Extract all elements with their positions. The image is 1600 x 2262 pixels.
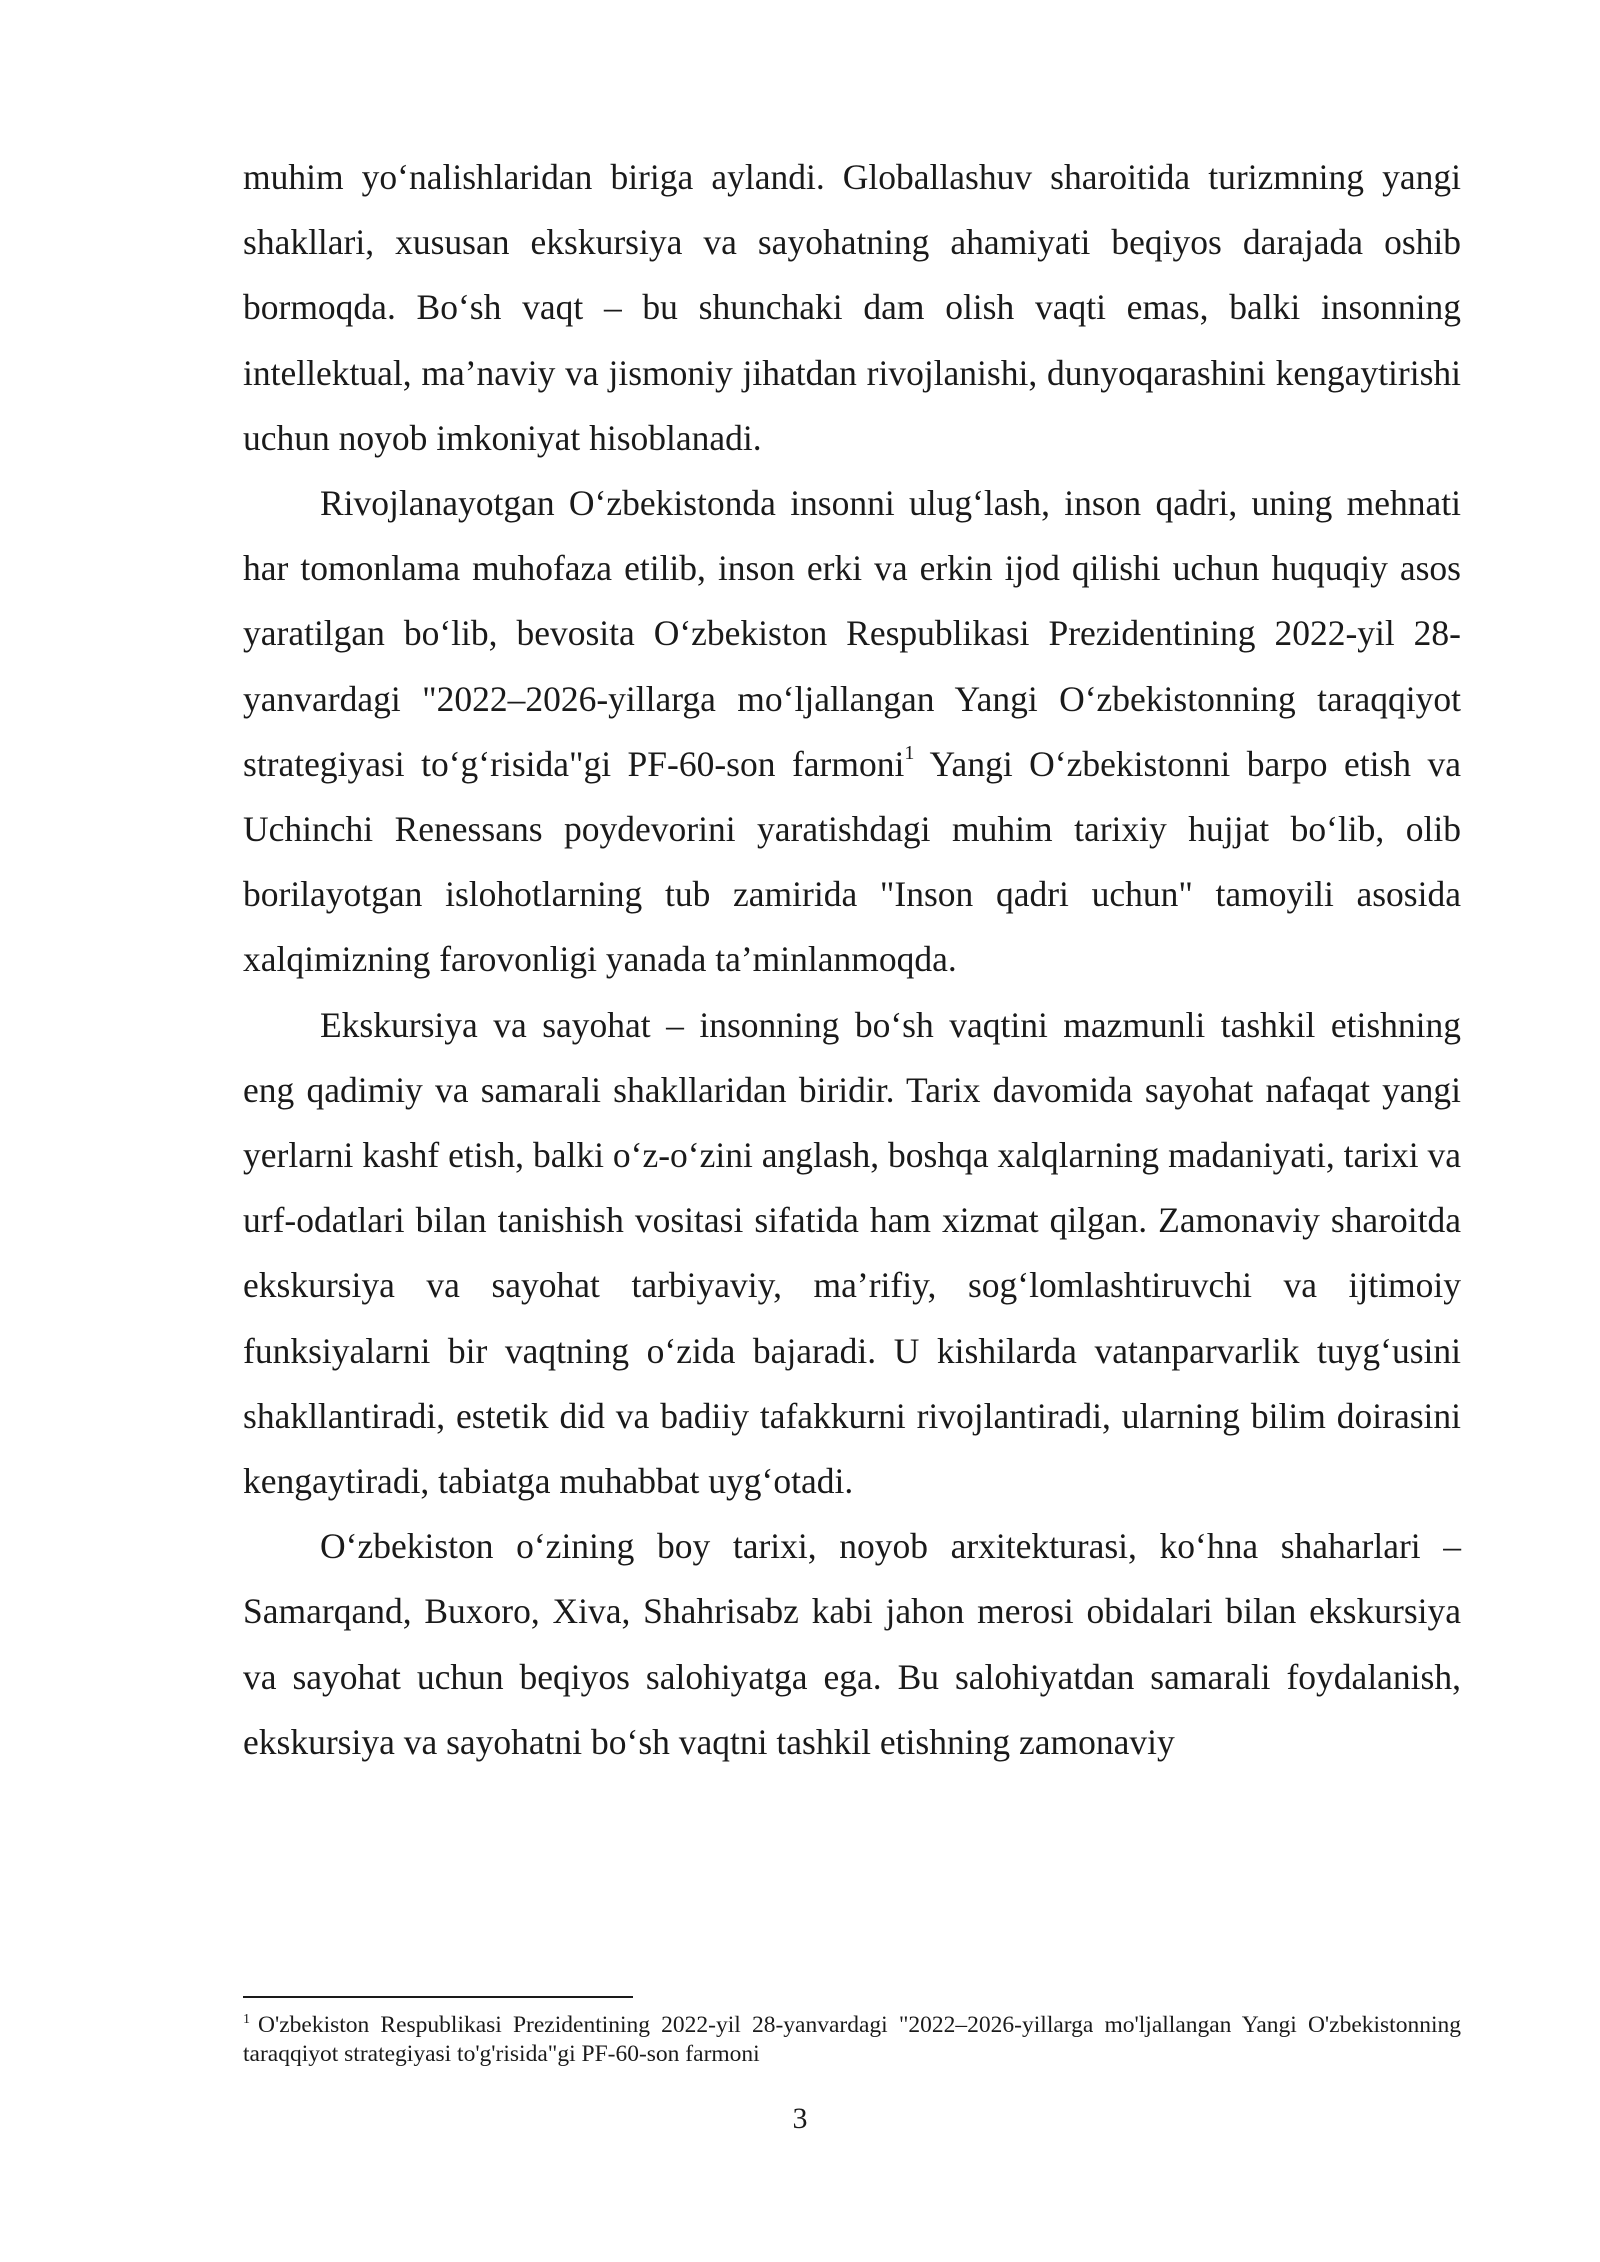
footnote-marker: 1 — [243, 2012, 250, 2028]
page-number: 3 — [792, 2102, 808, 2135]
paragraph-4: O‘zbekiston o‘zining boy tarixi, noyob arxitekturasi, ko‘hna shaharlari – Samarqand, Buxoro, Xiva, Shahrisabz kabi jahon merosi obidalari bilan ekskursiya va sayohat uchun beqiyos salohiyatga ega. Bu salohiyatdan samarali foydalanish, ekskursiya va sayohatni bo‘sh vaqtni tashkil etishning zamonaviy — [243, 1526, 1461, 1762]
footnote — [243, 2011, 1461, 2069]
paragraph-2 — [243, 471, 1461, 993]
body-text — [243, 145, 1461, 1775]
paragraph-3: Ekskursiya va sayohat – insonning bo‘sh vaqtini mazmunli tashkil etishning eng qadimiy va samarali shakllaridan biridir. Tarix davomida sayohat nafaqat yangi yerlarni kashf etish, balki o‘z-o‘zini anglash, boshqa xalqlarning madaniyati, tarixi va urf-odatlari bilan tanishish vositasi sifatida ham xizmat qilgan. Zamonaviy sharoitda ekskursiya va sayohat tarbiyaviy, ma’rifiy, sog‘lomlashtiruvchi va ijtimoiy funksiyalarni bir vaqtning o‘zida bajaradi. U kishilarda vatanparvarlik tuyg‘usini shakllantiradi, estetik did va badiiy tafakkurni rivojlantiradi, ularning bilim doirasini kengaytiradi, tabiatga muhabbat uyg‘otadi. — [243, 1004, 1461, 1502]
paragraph-2-text-before-ref: Rivojlanayotgan O‘zbekistonda insonni ulug‘lash, inson qadri, uning mehnati har tomonlama muhofaza etilib, inson erki va erkin ijod qilishi uchun huquqiy asos yaratilgan bo‘lib, bevosita O‘zbekiston Respublikasi Prezidentining 2022-yil 28-yanvardagi "2022–2026-yillarga mo‘ljallangan Yangi O‘zbekistonning taraqqiyot strategiyasi to‘g‘risida"gi PF-60-son farmoni — [243, 483, 1461, 784]
paragraph-2-text-after-ref: Yangi O‘zbekistonni barpo etish va Uchinchi Renessans poydevorini yaratishdagi muhim tarixiy hujjat bo‘lib, olib borilayotgan islohotlarning tub zamirida "Inson qadri uchun" tamoyili asosida xalqimizning farovonligi yanada ta’minlanmoqda. — [243, 743, 1461, 980]
footnote-reference[interactable]: 1 — [904, 742, 915, 764]
paragraph-1: muhim yo‘nalishlaridan biriga aylandi. Globallashuv sharoitida turizmning yangi shakllari, xususan ekskursiya va sayohatning ahamiyati beqiyos darajada oshib bormoqda. Bo‘sh vaqt – bu shunchaki dam olish vaqti emas, balki insonning intellektual, ma’naviy va jismoniy jihatdan rivojlanishi, dunyoqarashini kengaytirishi uchun noyob imkoniyat hisoblanadi. — [243, 157, 1461, 458]
footnote-separator — [243, 1996, 633, 1998]
footnote-text: O'zbekiston Respublikasi Prezidentining 2022-yil 28-yanvardagi "2022–2026-yillarga mo'ljallangan Yangi O'zbekistonning taraqqiyot strategiyasi to'g'risida"gi PF-60-son farmoni — [243, 2012, 1461, 2067]
